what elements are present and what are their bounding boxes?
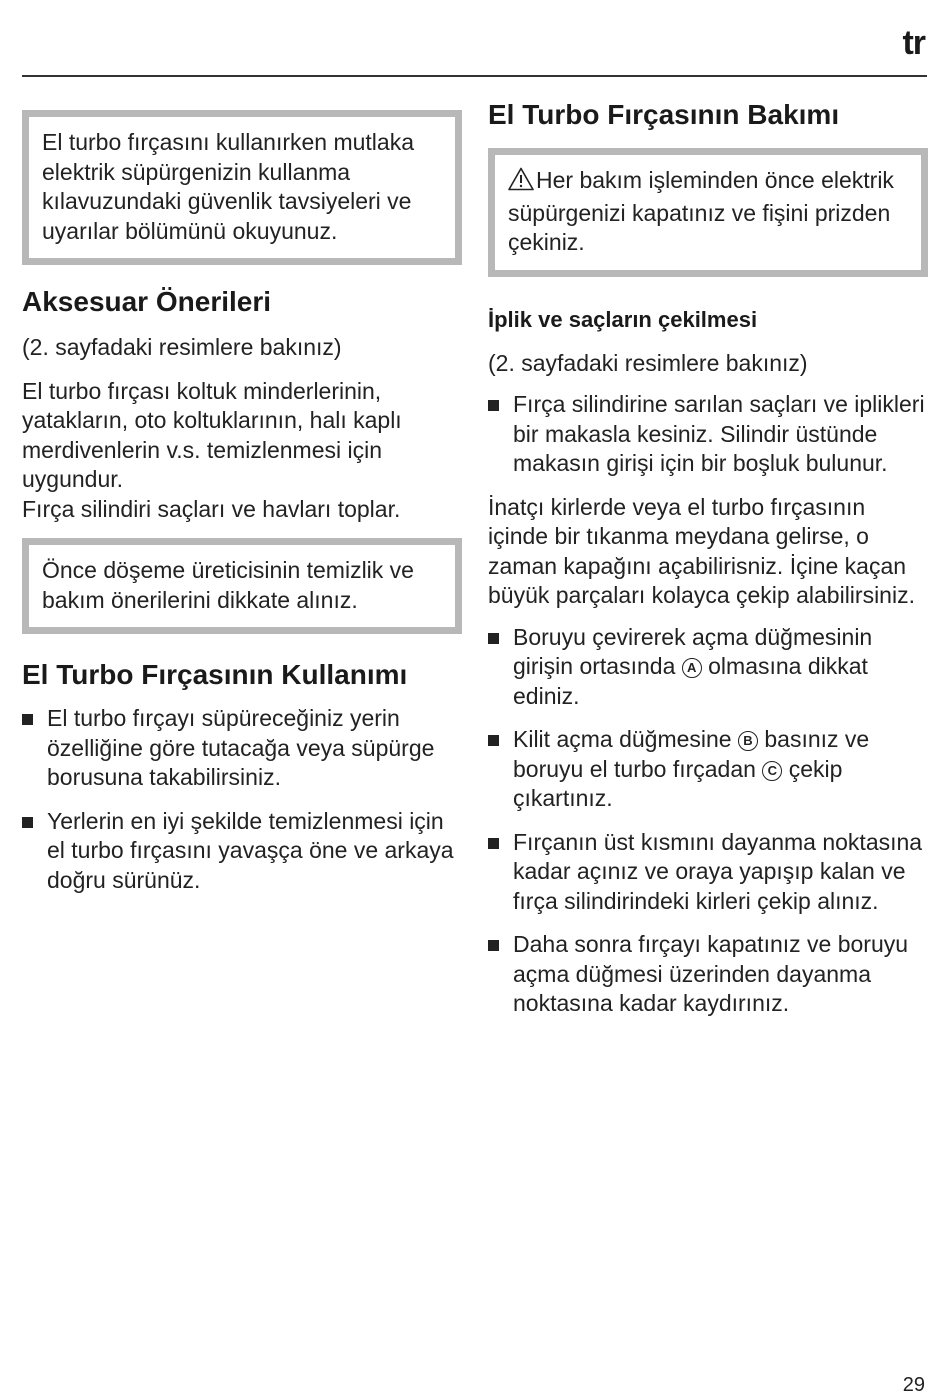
- threads-heading: İplik ve saçların çekilmesi: [488, 306, 758, 332]
- header-rule: [22, 75, 927, 77]
- list-item: [22, 807, 462, 896]
- warning-triangle-icon: [508, 167, 534, 199]
- list-item-text: El turbo fırçayı süpüreceğiniz yerin özelliğine göre tutacağa veya süpürge borusuna takabilirsiniz.: [47, 705, 435, 790]
- safety-notice-box: El turbo fırçasını kullanırken mutlaka elektrik süpürgenizin kullanma kılavuzundaki güvenlik tavsiyeleri ve uyarılar bölümünü okuyunuz.: [22, 110, 462, 265]
- page-number: 29: [902, 1374, 925, 1396]
- accessories-reference: (2. sayfadaki resimlere bakınız): [22, 334, 342, 360]
- accessories-body-2: Fırça silindiri saçları ve havları toplar.: [22, 495, 401, 522]
- left-column: [22, 96, 462, 895]
- bullet-icon: [22, 817, 33, 828]
- list-item-text: olmasına dikkat ediniz.: [513, 653, 868, 709]
- list-item-text: Daha sonra fırçayı kapatınız ve boruyu açma düğmesi üzerinden dayanma noktasına kadar kaydırınız.: [513, 931, 909, 1016]
- list-item: [488, 725, 928, 814]
- threads-reference: (2. sayfadaki resimlere bakınız): [488, 349, 808, 376]
- list-item: [488, 828, 928, 917]
- right-column: [488, 96, 928, 1019]
- list-item-text: Fırça silindirine sarılan saçları ve iplikleri bir makasla kesiniz. Silindir üstünde makasın girişi için bir boşluk bulunur.: [513, 391, 925, 476]
- bullet-icon: [488, 633, 499, 644]
- accessories-heading: Aksesuar Önerileri: [22, 286, 272, 317]
- bullet-icon: [488, 838, 499, 849]
- bullet-icon: [488, 400, 499, 411]
- list-item-text: Yerlerin en iyi şekilde temizlenmesi için el turbo fırçasını yavaşça öne ve arkaya doğru sürünüz.: [47, 807, 454, 893]
- language-code: tr: [902, 24, 925, 62]
- threads-list-2: [488, 623, 928, 1019]
- list-item-text: çekip çıkartınız.: [513, 755, 843, 811]
- threads-list-1: [488, 390, 928, 479]
- marker-a-icon: A: [682, 658, 702, 678]
- marker-b-icon: B: [738, 731, 758, 751]
- accessories-body: El turbo fırçası koltuk minderlerinin, yatakların, oto koltuklarının, halı kaplı merdivenlerin v.s. temizlenmesi için uygundur.: [22, 377, 402, 492]
- maintenance-warning-box: [488, 148, 928, 277]
- bullet-icon: [22, 714, 33, 725]
- usage-heading: El Turbo Fırçasının Kullanımı: [22, 659, 408, 690]
- list-item-text: Kilit açma düğmesine: [513, 726, 738, 752]
- list-item: [488, 390, 928, 479]
- marker-c-icon: C: [762, 761, 782, 781]
- usage-list: [22, 704, 462, 895]
- list-item-text: basınız ve boruyu el turbo fırçadan: [513, 726, 870, 782]
- list-item: [488, 623, 928, 712]
- list-item-text: Boruyu çevirerek açma düğmesinin girişin ortasında: [513, 623, 873, 679]
- clog-paragraph: İnatçı kirlerde veya el turbo fırçasının içinde bir tıkanma meydana gelirse, o zaman kapağını açabilirisniz. İçine kaçan büyük parçaları kolayca çekip alabilirsiniz.: [488, 493, 915, 608]
- list-item-text: Fırçanın üst kısmını dayanma noktasına kadar açınız ve oraya yapışıp kalan ve fırça silindirindeki kirleri çekip alınız.: [513, 828, 923, 914]
- list-item: [22, 704, 462, 793]
- upholstery-notice-box: Önce döşeme üreticisinin temizlik ve bakım önerilerini dikkate alınız.: [22, 538, 462, 634]
- maintenance-warning-text: Her bakım işleminden önce elektrik süpürgenizi kapatınız ve fişini prizden çekiniz.: [508, 167, 894, 255]
- list-item: [488, 930, 928, 1019]
- maintenance-heading: El Turbo Fırçasının Bakımı: [488, 99, 840, 130]
- bullet-icon: [488, 735, 499, 746]
- bullet-icon: [488, 940, 499, 951]
